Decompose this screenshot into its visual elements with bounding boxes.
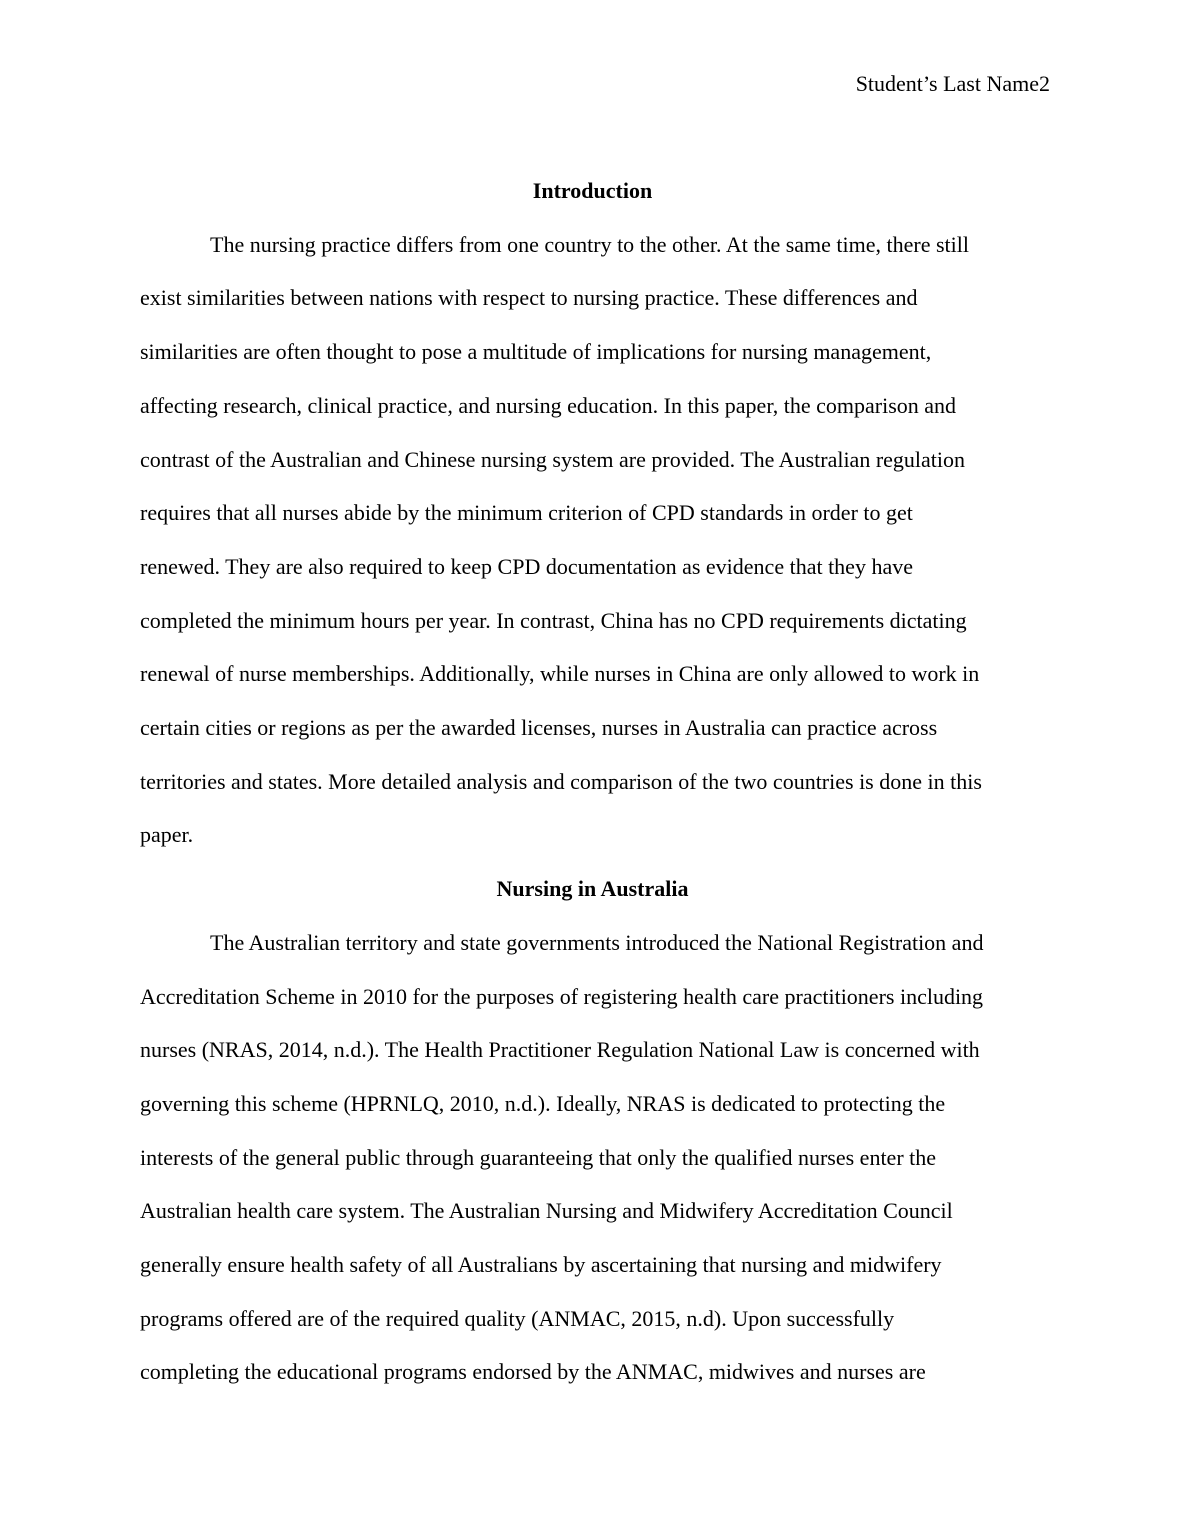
text-line: contrast of the Australian and Chinese nursing system are provided. The Australian regulation [140,446,966,472]
nursing-in-australia-paragraph [140,916,1045,1399]
text-line: territories and states. More detailed analysis and comparison of the two countries is done in this [140,768,982,794]
section-heading-introduction: Introduction [532,178,653,203]
text-line: interests of the general public through guaranteeing that only the qualified nurses enter the [140,1144,937,1170]
text-line: The nursing practice differs from one country to the other. At the same time, there still [210,231,969,257]
text-line: governing this scheme (HPRNLQ, 2010, n.d.). Ideally, NRAS is dedicated to protecting the [140,1090,946,1116]
running-head: Student’s Last Name2 [855,71,1050,96]
text-line: Australian health care system. The Australian Nursing and Midwifery Accreditation Council [140,1198,953,1224]
text-line: nurses (NRAS, 2014, n.d.). The Health Practitioner Regulation National Law is concerned with [140,1037,980,1063]
text-line: renewed. They are also required to keep CPD documentation as evidence that they have [140,553,913,579]
text-line: requires that all nurses abide by the minimum criterion of CPD standards in order to get [140,500,913,526]
text-line: exist similarities between nations with respect to nursing practice. These differences and [140,285,918,311]
text-line: generally ensure health safety of all Australians by ascertaining that nursing and midwifery [140,1252,942,1278]
text-line: completing the educational programs endorsed by the ANMAC, midwives and nurses are [140,1359,926,1385]
text-line: similarities are often thought to pose a multitude of implications for nursing management, [140,339,932,365]
document-body [140,164,1045,1399]
section-heading-nursing-in-australia: Nursing in Australia [496,876,689,902]
text-line: certain cities or regions as per the awarded licenses, nurses in Australia can practice across [140,715,938,741]
introduction-paragraph [140,218,1045,862]
text-line: programs offered are of the required quality (ANMAC, 2015, n.d). Upon successfully [140,1305,895,1331]
text-line: Accreditation Scheme in 2010 for the purposes of registering health care practitioners including [140,983,984,1009]
text-line: renewal of nurse memberships. Additionally, while nurses in China are only allowed to work in [140,661,980,687]
text-line: paper. [140,822,194,848]
text-line: The Australian territory and state governments introduced the National Registration and [210,929,984,955]
text-line: completed the minimum hours per year. In contrast, China has no CPD requirements dictating [140,607,967,633]
text-line: affecting research, clinical practice, and nursing education. In this paper, the comparison and [140,392,957,418]
